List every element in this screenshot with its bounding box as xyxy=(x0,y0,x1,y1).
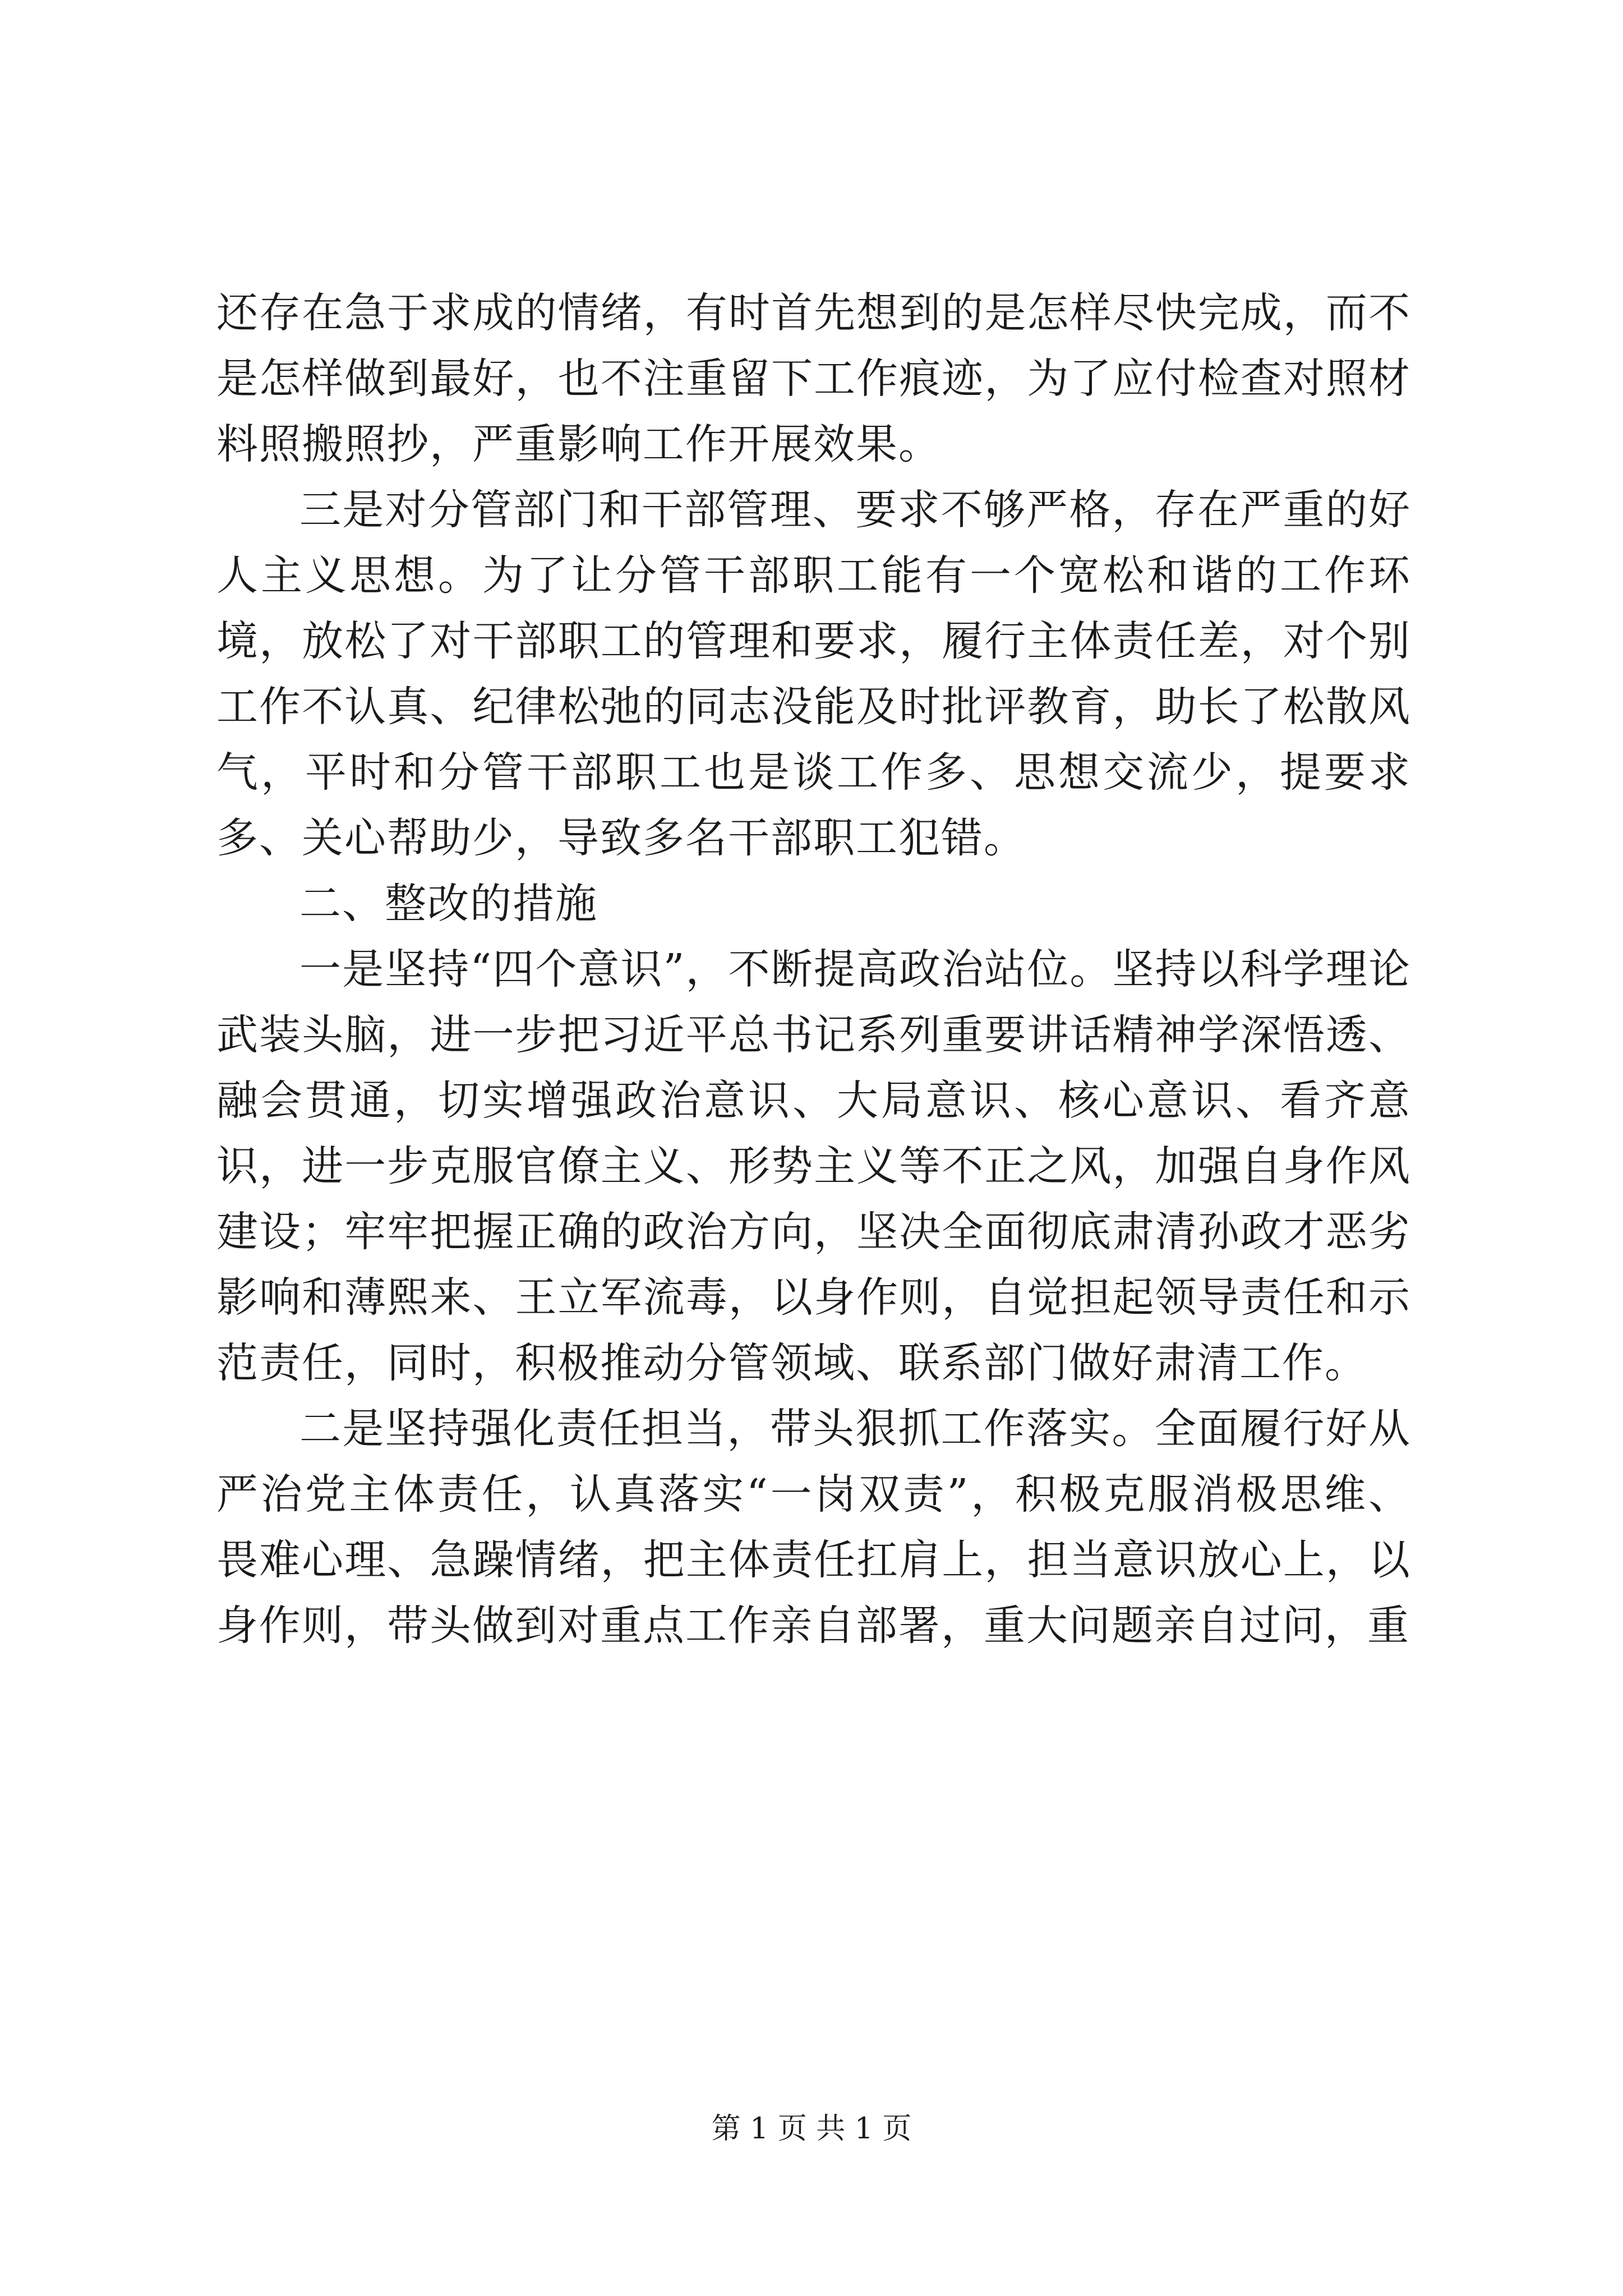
paragraph-measure-two: 二是坚持强化责任担当，带头狠抓工作落实。全面履行好从严治党主体责任，认真落实“一岗双责”，积极克服消极思维、畏难心理、急躁情绪，把主体责任扛肩上，担当意识放心上，以身作则，带头做到对重点工作亲自部署，重大问题亲自过问，重 xyxy=(216,1405,1411,1650)
document-body xyxy=(216,280,1411,1659)
paragraph-continuation: 还存在急于求成的情绪，有时首先想到的是怎样尽快完成，而不是怎样做到最好，也不注重留下工作痕迹，为了应付检查对照材料照搬照抄，严重影响工作开展效果。 xyxy=(216,289,1411,468)
paragraph-point-three: 三是对分管部门和干部管理、要求不够严格，存在严重的好人主义思想。为了让分管干部职工能有一个宽松和谐的工作环境，放松了对干部职工的管理和要求，履行主体责任差，对个别工作不认真、纪律松弛的同志没能及时批评教育，助长了松散风气，平时和分管干部职工也是谈工作多、思想交流少，提要求多、关心帮助少，导致多名干部职工犯错。 xyxy=(216,486,1411,862)
paragraph-measure-one: 一是坚持“四个意识”，不断提高政治站位。坚持以科学理论武装头脑，进一步把习近平总书记系列重要讲话精神学深悟透、融会贯通，切实增强政治意识、大局意识、核心意识、看齐意识，进一步克服官僚主义、形势主义等不正之风，加强自身作风建设；牢牢把握正确的政治方向，坚决全面彻底肃清孙政才恶劣影响和薄熙来、王立军流毒，以身作则，自觉担起领导责任和示范责任，同时，积极推动分管领域、联系部门做好肃清工作。 xyxy=(216,945,1411,1387)
section-heading-measures: 二、整改的措施 xyxy=(299,880,598,928)
page-footer: 第 1 页 共 1 页 xyxy=(711,2112,912,2146)
